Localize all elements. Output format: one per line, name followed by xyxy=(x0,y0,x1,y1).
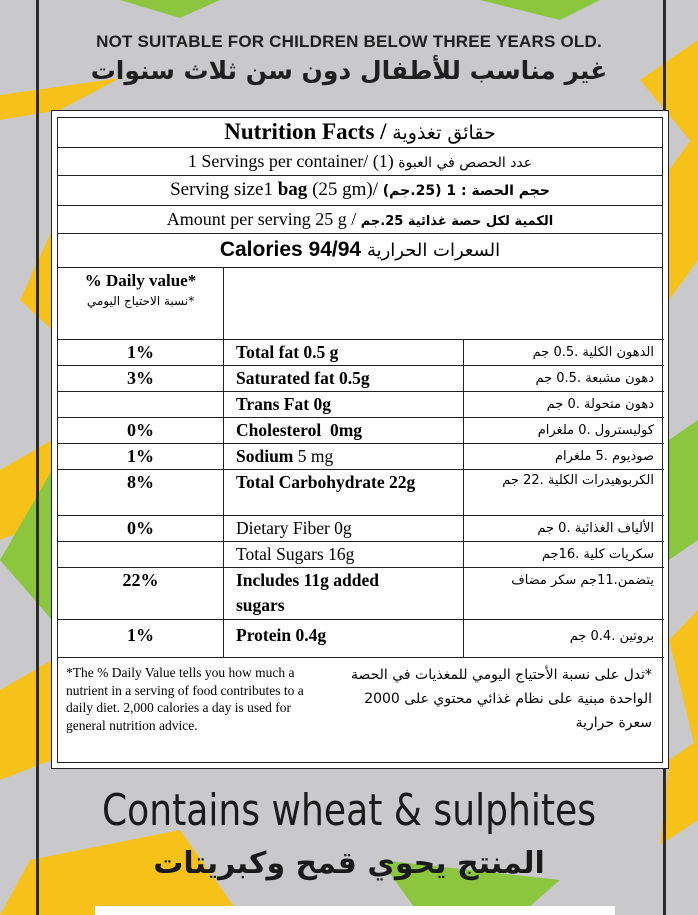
serving-size-grams: (25 gm)/ xyxy=(312,179,379,200)
cholesterol-percent: 0% xyxy=(58,418,224,444)
daily-value-header xyxy=(58,268,224,340)
nutrition-facts-table xyxy=(57,117,663,763)
added-sugars-name: Includes 11g added sugars xyxy=(224,568,464,620)
nutrients-grid xyxy=(58,268,662,658)
trans-fat-arabic: دهون متحولة .0 جم xyxy=(464,392,664,418)
amount-arabic: الكمية لكل حصة غذائية 25.جم xyxy=(360,214,554,229)
sodium-amount: 5 mg xyxy=(293,446,334,466)
cholesterol-arabic: كوليسترول .0 ملغرام xyxy=(464,418,664,444)
serving-size-arabic: حجم الحصة : 1 (25.جم) xyxy=(382,183,550,199)
calories-arabic: السعرات الحرارية xyxy=(366,240,501,261)
protein-arabic: بروتين .0.4 جم xyxy=(464,620,664,658)
calories-english: Calories 94/94 xyxy=(219,238,362,261)
total-fat-name: Total fat 0.5 g xyxy=(224,340,464,366)
total-sugars-name: Total Sugars 16g xyxy=(224,542,464,568)
total-fat-percent: 1% xyxy=(58,340,224,366)
servings-arabic: عدد الحصص في العبوة xyxy=(398,155,533,171)
header-blank xyxy=(224,268,664,340)
serving-size-row xyxy=(58,176,662,206)
saturated-fat-name: Saturated fat 0.5g xyxy=(224,366,464,392)
total-carbohydrate-percent: 8% xyxy=(58,470,224,516)
saturated-fat-arabic: دهون مشبعة .0.5 جم xyxy=(464,366,664,392)
serving-size-unit: bag xyxy=(277,179,308,200)
total-fat-arabic: الدهون الكلية .0.5 جم xyxy=(464,340,664,366)
total-carbohydrate-arabic: الكربوهيدرات الكلية .22 جم xyxy=(464,470,664,516)
amount-english: Amount per serving 25 g / xyxy=(166,209,357,229)
allergen-statement-english: Contains wheat & sulphites xyxy=(101,785,597,836)
total-carbohydrate-name: Total Carbohydrate 22g xyxy=(224,470,464,516)
trans-fat-percent xyxy=(58,392,224,418)
daily-value-header-arabic: *نسبة الاحتياج اليومي xyxy=(86,294,195,308)
allergen-statement-arabic: المنتج يحوي قمح وكبريتات xyxy=(153,846,545,881)
total-sugars-arabic: سكريات كلية .16جم xyxy=(464,542,664,568)
sodium-percent: 1% xyxy=(58,444,224,470)
protein-name: Protein 0.4g xyxy=(224,620,464,658)
nutrition-facts-panel xyxy=(51,110,669,769)
title-english: Nutrition Facts / xyxy=(224,119,387,144)
total-sugars-percent xyxy=(58,542,224,568)
calories-row xyxy=(58,234,662,268)
age-warning-english: NOT SUITABLE FOR CHILDREN BELOW THREE YEARS OLD. xyxy=(96,32,602,51)
footnote-arabic: *تدل على نسبة الأحتياج اليومي للمغذيات في الحصة الواحدة مبنية على نظام غذائي محتوي على 2000 سعرة حرارية xyxy=(350,667,652,731)
sodium-cell xyxy=(224,444,464,470)
dietary-fiber-percent: 0% xyxy=(58,516,224,542)
added-sugars-percent: 22% xyxy=(58,568,224,620)
protein-percent: 1% xyxy=(58,620,224,658)
frame-line-left xyxy=(36,0,39,915)
servings-row xyxy=(58,148,662,176)
dietary-fiber-arabic: الألياف الغذائية .0 جم xyxy=(464,516,664,542)
trans-fat-name: Trans Fat 0g xyxy=(224,392,464,418)
footnote-english: *The % Daily Value tells you how much a nutrient in a serving of food contributes to a daily diet. 2,000 calories a day is used for general nutrition advice. xyxy=(66,665,304,733)
serving-size-english: Serving size1 xyxy=(170,179,273,200)
daily-value-header-english: % Daily value* xyxy=(84,271,197,290)
title-arabic: حقائق تغذوية xyxy=(392,122,496,144)
title-row xyxy=(58,118,662,148)
age-warning-arabic: غير مناسب للأطفال دون سن ثلاث سنوات xyxy=(90,56,608,85)
added-sugars-arabic: يتضمن.11جم سكر مضاف xyxy=(464,568,664,620)
amount-row xyxy=(58,206,662,234)
servings-english: 1 Servings per container/ (1) xyxy=(187,151,394,171)
saturated-fat-percent: 3% xyxy=(58,366,224,392)
dietary-fiber-name: Dietary Fiber 0g xyxy=(224,516,464,542)
sodium-name: Sodium xyxy=(236,446,294,466)
cholesterol-name: Cholesterol 0mg xyxy=(224,418,464,444)
sodium-arabic: صوديوم .5 ملغرام xyxy=(464,444,664,470)
